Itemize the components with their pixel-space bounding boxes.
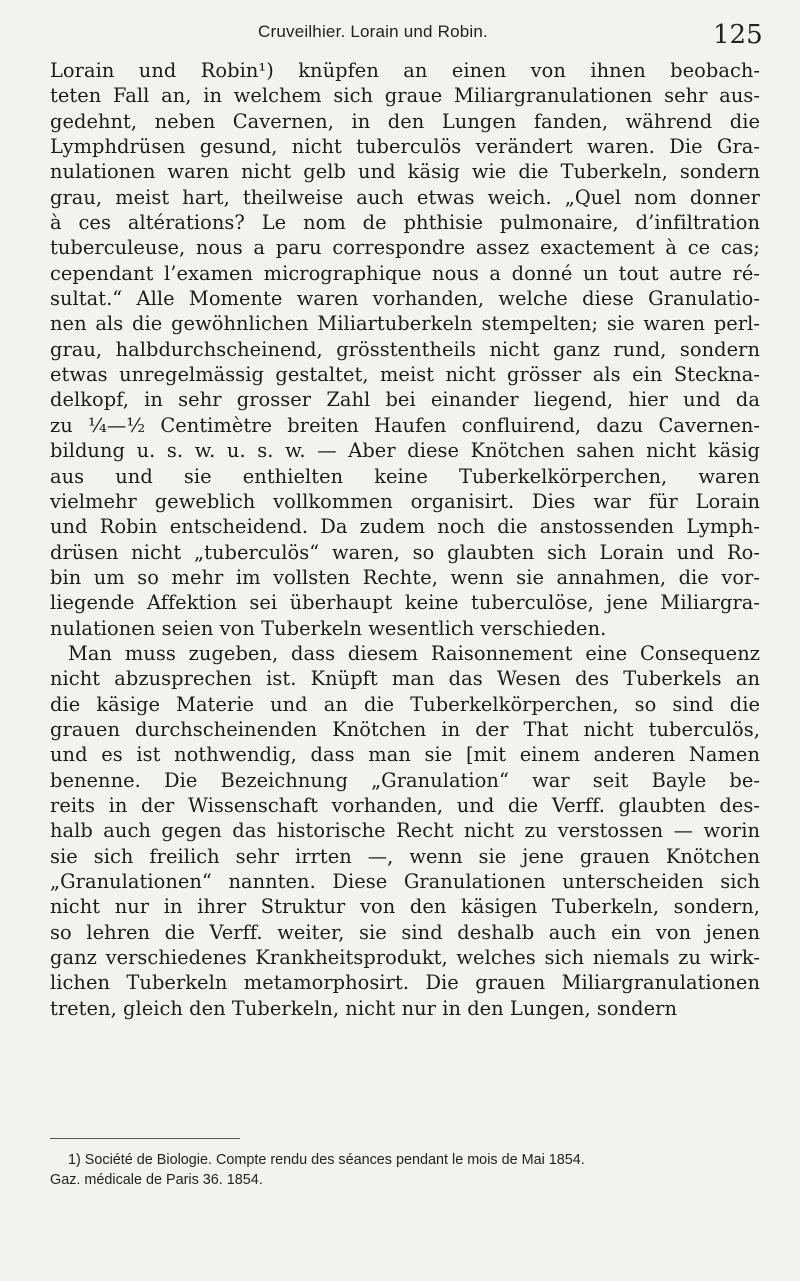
text-line: nen als die gewöhnlichen Miliartuberkeln stempelten; sie waren perl- [50, 312, 760, 336]
text-line: zu ¼—½ Centimètre breiten Haufen confluirend, dazu Cavernen- [50, 413, 760, 437]
text-line: sie sich freilich sehr irrten —, wenn sie jene grauen Knötchen [50, 844, 760, 868]
text-line: vielmehr geweblich vollkommen organisirt. Dies war für Lorain [50, 489, 760, 513]
text-line: grauen durchscheinenden Knötchen in der That nicht tuberculös, [50, 717, 760, 741]
text-line: Man muss zugeben, dass diesem Raisonnement eine Consequenz [68, 641, 760, 665]
text-line: tuberculeuse, nous a paru correspondre assez exactement à ce cas; [50, 236, 760, 260]
page-number: 125 [713, 20, 763, 50]
text-line: cependant l’examen micrographique nous a donné un tout autre ré- [50, 261, 760, 285]
running-head: Cruveilhier. Lorain und Robin. [258, 22, 488, 41]
text-line: bildung u. s. w. u. s. w. — Aber diese Knötchen sahen nicht käsig [50, 439, 760, 463]
text-line: Lymphdrüsen gesund, nicht tuberculös verändert waren. Die Gra- [50, 135, 760, 159]
footnote-rule [50, 1138, 240, 1139]
text-line: die käsige Materie und an die Tuberkelkörperchen, so sind die [50, 692, 760, 716]
text-line: à ces altérations? Le nom de phthisie pulmonaire, d’infiltration [50, 211, 760, 235]
text-line: etwas unregelmässig gestaltet, meist nicht grösser als ein Steckna- [50, 363, 760, 387]
text-line: so lehren die Verff. weiter, sie sind deshalb auch ein von jenen [50, 920, 760, 944]
footnote-line: Gaz. médicale de Paris 36. 1854. [50, 1172, 263, 1188]
body-text [50, 58, 760, 1021]
text-line: benenne. Die Bezeichnung „Granulation“ war seit Bayle be- [50, 768, 760, 792]
text-line: aus und sie enthielten keine Tuberkelkörperchen, waren [50, 464, 760, 488]
text-line: treten, gleich den Tuberkeln, nicht nur in den Lungen, sondern [50, 996, 677, 1020]
text-line: delkopf, in sehr grosser Zahl bei einander liegend, hier und da [50, 388, 760, 412]
text-line: „Granulationen“ nannten. Diese Granulationen unterscheiden sich [50, 870, 760, 893]
text-line: liegende Affektion sei überhaupt keine tuberculöse, jene Miliargra- [50, 591, 760, 615]
text-line: und es ist nothwendig, dass man sie [mit einem anderen Namen [50, 743, 760, 767]
text-line: reits in der Wissenschaft vorhanden, und die Verff. glaubten des- [50, 793, 760, 817]
footnote-line: 1) Société de Biologie. Compte rendu des séances pendant le mois de Mai 1854. [68, 1152, 585, 1168]
text-line: halb auch gegen das historische Recht nicht zu verstossen — worin [50, 819, 760, 843]
text-line: bin um so mehr im vollsten Rechte, wenn sie annahmen, die vor- [50, 565, 760, 589]
text-line: und Robin entscheidend. Da zudem noch die anstossenden Lymph- [50, 515, 760, 539]
text-line: grau, meist hart, theilweise auch etwas weich. „Quel nom donner [50, 185, 760, 209]
text-line: nulationen seien von Tuberkeln wesentlich verschieden. [50, 616, 607, 640]
page-header [0, 20, 800, 52]
text-line: nulationen waren nicht gelb und käsig wie die Tuberkeln, sondern [50, 160, 760, 184]
text-line: grau, halbdurchscheinend, grösstentheils nicht ganz rund, sondern [50, 337, 760, 361]
text-line: gedehnt, neben Cavernen, in den Lungen fanden, während die [50, 109, 760, 133]
text-line: nicht nur in ihrer Struktur von den käsigen Tuberkeln, sondern, [50, 895, 760, 919]
text-line: sultat.“ Alle Momente waren vorhanden, welche diese Granulatio- [50, 287, 760, 311]
text-line: drüsen nicht „tuberculös“ waren, so glaubten sich Lorain und Ro- [50, 540, 760, 564]
text-line: nicht abzusprechen ist. Knüpft man das Wesen des Tuberkels an [50, 667, 760, 691]
text-line: teten Fall an, in welchem sich graue Miliargranulationen sehr aus- [50, 84, 760, 108]
text-line: ganz verschiedenes Krankheitsprodukt, welches sich niemals zu wirk- [50, 946, 760, 970]
footnotes [50, 1150, 760, 1190]
text-line: Lorain und Robin¹) knüpfen an einen von ihnen beobach- [50, 59, 760, 82]
text-line: lichen Tuberkeln metamorphosirt. Die grauen Miliargranulationen [50, 971, 760, 995]
